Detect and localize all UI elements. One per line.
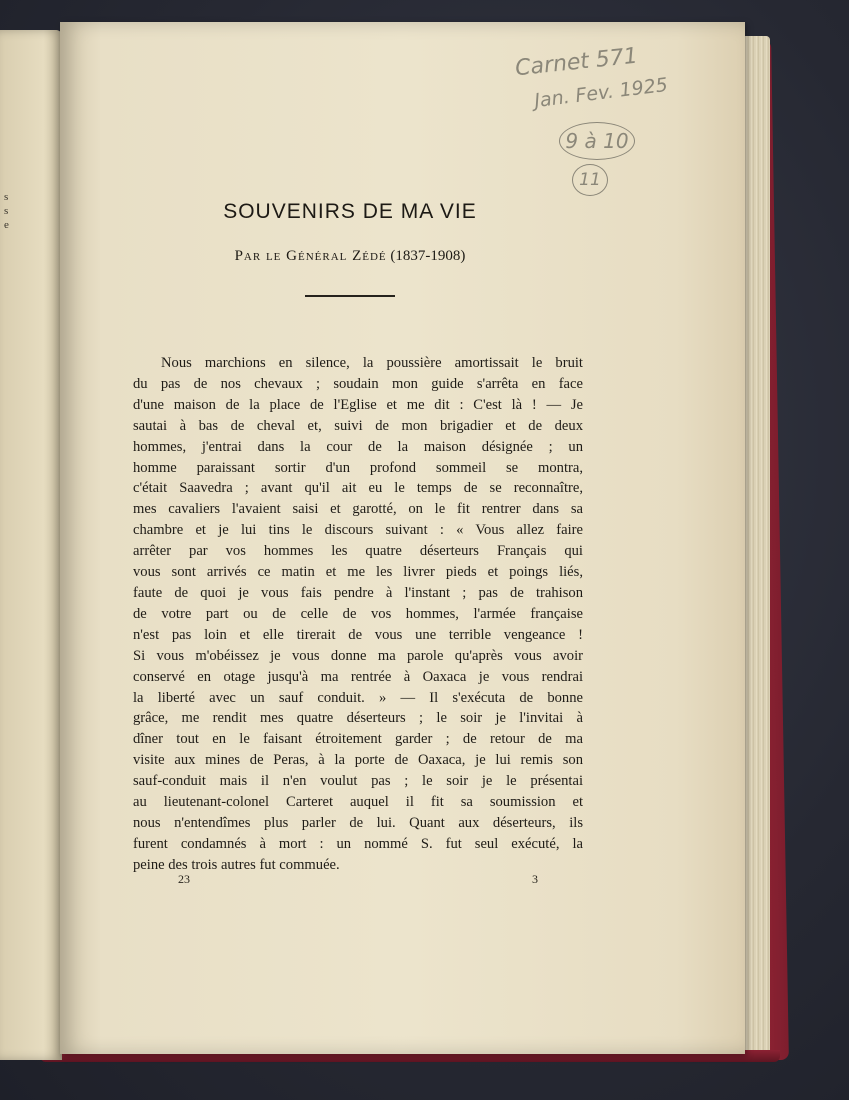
text-line: sautai à bas de cheval et, suivi de mon brigadier et de deux — [133, 417, 583, 434]
text-line: c'était Saavedra ; avant qu'il ait eu le temps de se reconnaître, — [133, 480, 583, 497]
text-line: conservé en otage jusqu'à ma rentrée à Oaxaca je vous rendrai — [133, 668, 583, 685]
article-byline — [180, 248, 520, 265]
text-line: dîner tout en le faisant étroitement garder ; de retour de ma — [133, 731, 583, 748]
text-line: la liberté avec un sauf conduit. » — Il s'exécuta de bonne — [133, 689, 583, 706]
margin-mark: s — [4, 191, 9, 203]
text-line: nous n'entendîmes plus parler de lui. Quant aux déserteurs, ils — [133, 814, 583, 831]
circled-number: 11 — [572, 164, 608, 196]
text-line: furent condamnés à mort : un nommé S. fut seul exécuté, la — [133, 835, 583, 852]
text-line: visite aux mines de Peras, à la porte de Oaxaca, je lui remis son — [133, 752, 583, 769]
text-line: mes cavaliers l'avaient saisi et garotté, on le fit rentrer dans sa — [133, 501, 583, 518]
page-number: 3 — [532, 872, 538, 886]
text-line: d'une maison de la place de l'Eglise et me dit : C'est là ! — Je — [133, 396, 583, 413]
margin-mark: e — [4, 219, 9, 231]
text-line: arrêter par vos hommes les quatre déserteurs Français qui — [133, 543, 583, 560]
text-line: Si vous m'obéissez je vous donne ma parole qu'après vous avoir — [133, 647, 583, 664]
text-line: chambre et je lui tins le discours suivant : « Vous allez faire — [133, 522, 583, 539]
byline-author: Par le Général Zédé — [234, 248, 387, 264]
text-line: sauf-conduit mais il n'en voulut pas ; le soir je le présentai — [133, 773, 583, 790]
title-divider — [305, 295, 395, 297]
handwritten-date: Jan. Fev. 1925 — [533, 73, 669, 113]
signature-mark: 23 — [178, 872, 190, 886]
handwritten-annotations — [500, 44, 690, 204]
text-line: de votre part ou de celle de vos hommes, l'armée française — [133, 605, 583, 622]
text-line: du pas de nos chevaux ; soudain mon guide s'arrêta en face — [133, 375, 583, 392]
byline-dates: (1837-1908) — [390, 248, 466, 264]
main-page — [60, 22, 745, 1054]
text-line: peine des trois autres fut commuée. — [133, 856, 340, 873]
left-page-marks — [4, 190, 9, 232]
circled-page-range: 9 à 10 — [559, 122, 635, 160]
article-body — [133, 353, 583, 876]
text-line: vous sont arrivés ce matin et me les livrer pieds et poings liés, — [133, 564, 583, 581]
text-line: Nous marchions en silence, la poussière amortissait le bruit — [161, 355, 583, 371]
text-line: grâce, me rendit mes quatre déserteurs ; le soir je l'invitai à — [133, 710, 583, 727]
text-line: faute de quoi je vous fais pendre à l'instant ; pas de trahison — [133, 584, 583, 601]
text-line: au lieutenant-colonel Carteret auquel il fit sa soumission et — [133, 794, 583, 811]
text-line: hommes, j'entrai dans la cour de la maison désignée ; un — [133, 438, 583, 455]
margin-mark: s — [4, 205, 9, 217]
article-title: SOUVENIRS DE MA VIE — [223, 200, 477, 223]
handwritten-carnet: Carnet 571 — [514, 43, 639, 82]
left-page — [0, 30, 62, 1060]
text-line: n'est pas loin et elle tirerait de vous une terrible vengeance ! — [133, 626, 583, 643]
text-line: homme paraissant sortir d'un profond sommeil se montra, — [133, 459, 583, 476]
